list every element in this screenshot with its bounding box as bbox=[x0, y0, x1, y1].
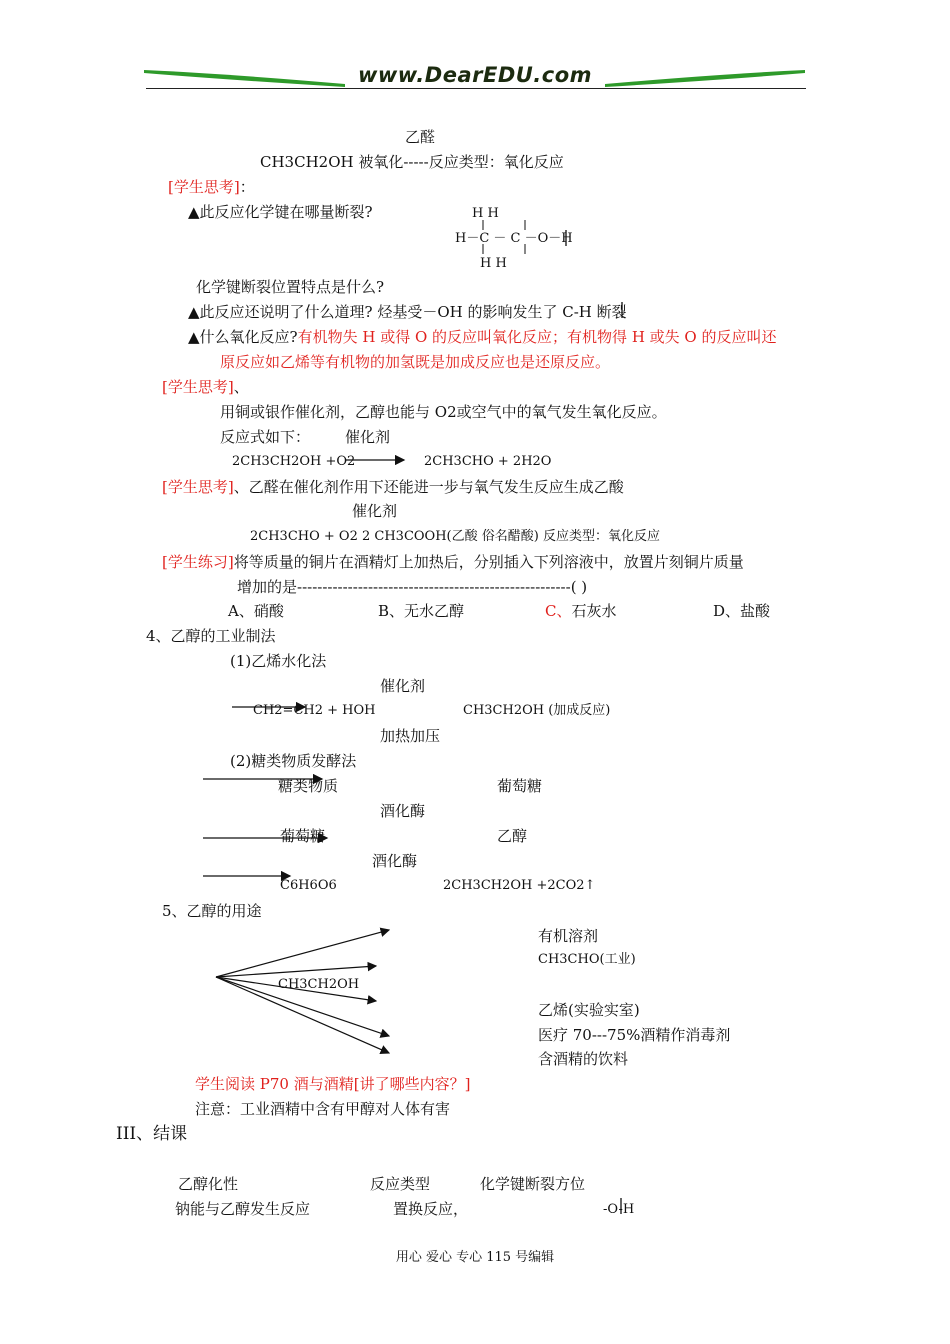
think1-question-2: ▲此反应还说明了什么道理? 烃基受－OH 的影响发生了 C-H 断裂 bbox=[188, 303, 627, 321]
method2-step2-right: 乙醇 bbox=[497, 827, 528, 845]
practice-option-b: B、无水乙醇 bbox=[378, 602, 465, 620]
practice-question: [学生练习]将等质量的铜片在酒精灯上加热后，分别插入下列溶液中，放置片刻铜片质量 bbox=[162, 553, 744, 571]
think1-question-1-followup: 化学键断裂位置特点是什么? bbox=[196, 278, 385, 296]
student-think-tag-2: [学生思考]、 bbox=[162, 378, 249, 396]
method2-step1-right: 葡萄糖 bbox=[497, 777, 543, 795]
think3-line: [学生思考]、乙醛在催化剂作用下还能进一步与氧气发生反应生成乙酸 bbox=[162, 478, 624, 496]
use-item-1: 有机溶剂 bbox=[538, 927, 599, 945]
method1-right: CH3CH2OH (加成反应) bbox=[463, 703, 611, 718]
oxidation-equation: CH3CH2OH 被氧化-----反应类型：氧化反应 bbox=[260, 153, 564, 171]
think2-equation-left: 2CH3CH2OH +O2 bbox=[232, 454, 356, 469]
think3-catalyst: 催化剂 bbox=[352, 502, 398, 520]
site-url[interactable]: www.DearEDU.com bbox=[357, 63, 593, 87]
page-footer: 用心 爱心 专心 115 号编辑 bbox=[395, 1250, 555, 1265]
method2-step3-right: 2CH3CH2OH +2CO2↑ bbox=[443, 878, 596, 893]
conclusion-col-reaction-type: 反应类型 bbox=[370, 1175, 431, 1193]
reading-note: 注意：工业酒精中含有甲醇对人体有害 bbox=[195, 1100, 451, 1118]
think2-equation-right: 2CH3CHO + 2H2O bbox=[424, 454, 552, 469]
method2-step3-left: C6H6O6 bbox=[280, 878, 337, 893]
conclusion-row-property: 钠能与乙醇发生反应 bbox=[175, 1200, 311, 1218]
practice-option-a: A、硝酸 bbox=[228, 602, 284, 620]
conclusion-heading: III、结课 bbox=[116, 1124, 188, 1144]
use-item-5: 含酒精的饮料 bbox=[538, 1050, 629, 1068]
conclusion-row-reaction-type: 置换反应， bbox=[393, 1200, 469, 1218]
method1-left: CH2=CH2 + HOH bbox=[253, 703, 376, 718]
think2-line-2: 反应式如下： bbox=[220, 428, 311, 446]
method2-enzyme-1: 酒化酶 bbox=[380, 802, 426, 820]
use-arrow bbox=[216, 977, 389, 1036]
think2-catalyst: 催化剂 bbox=[345, 428, 391, 446]
use-item-3: 乙烯(实验实室) bbox=[538, 1001, 640, 1019]
practice-option-d: D、盐酸 bbox=[713, 602, 771, 620]
product-name: 乙醛 bbox=[405, 128, 436, 146]
method1-catalyst: 催化剂 bbox=[380, 677, 426, 695]
use-arrow bbox=[216, 966, 376, 977]
uses-heading: 5、乙醇的用途 bbox=[162, 902, 262, 920]
conclusion-col-bond-break: 化学键断裂方位 bbox=[480, 1175, 586, 1193]
use-arrow bbox=[216, 930, 389, 977]
method2-step1-left: 糖类物质 bbox=[278, 777, 339, 795]
use-arrow bbox=[216, 977, 376, 1001]
use-item-2: CH3CHO(工业) bbox=[538, 952, 636, 967]
student-think-tag-1: [学生思考]： bbox=[168, 178, 255, 196]
think1-question-1: ▲此反应化学键在哪量断裂? bbox=[188, 203, 373, 221]
use-arrow bbox=[216, 977, 389, 1053]
use-item-4: 医疗 70---75%酒精作消毒剂 bbox=[538, 1026, 731, 1044]
think2-line-1: 用铜或银作催化剂，乙醇也能与 O2或空气中的氧气发生氧化反应。 bbox=[220, 403, 667, 421]
practice-option-c: C、石灰水 bbox=[545, 602, 617, 620]
method1-title: (1)乙烯水化法 bbox=[230, 652, 327, 670]
think3-equation: 2CH3CHO + O2 2 CH3COOH(乙酸 俗名醋酸) 反应类型：氧化反应 bbox=[250, 529, 660, 544]
structure-middle: H－C － C －O－H bbox=[455, 231, 573, 246]
method2-title: (2)糖类物质发酵法 bbox=[230, 752, 357, 770]
think1-question-3: ▲什么氧化反应?有机物失 H 或得 O 的反应叫氧化反应；有机物得 H 或失 O 的反应叫还 bbox=[188, 328, 777, 346]
industrial-heading: 4、乙醇的工业制法 bbox=[146, 627, 276, 645]
structure-bottom-h: H H bbox=[480, 256, 507, 271]
structure-top-h: H H bbox=[472, 206, 499, 221]
method1-condition: 加热加压 bbox=[380, 727, 441, 745]
uses-center-formula: CH3CH2OH bbox=[278, 977, 360, 992]
reading-prompt: 学生阅读 P70 酒与酒精[讲了哪些内容？] bbox=[195, 1075, 471, 1093]
think1-answer-line-2: 原反应如乙烯等有机物的加氢既是加成反应也是还原反应。 bbox=[220, 353, 611, 371]
conclusion-col-property: 乙醇化性 bbox=[178, 1175, 239, 1193]
practice-question-line-2: 增加的是------------------------------------------------------( ) bbox=[237, 578, 588, 596]
method2-enzyme-2: 酒化酶 bbox=[372, 852, 418, 870]
method2-step2-left: 葡萄糖 bbox=[280, 827, 326, 845]
conclusion-row-bond-break: -O-H bbox=[603, 1202, 635, 1217]
